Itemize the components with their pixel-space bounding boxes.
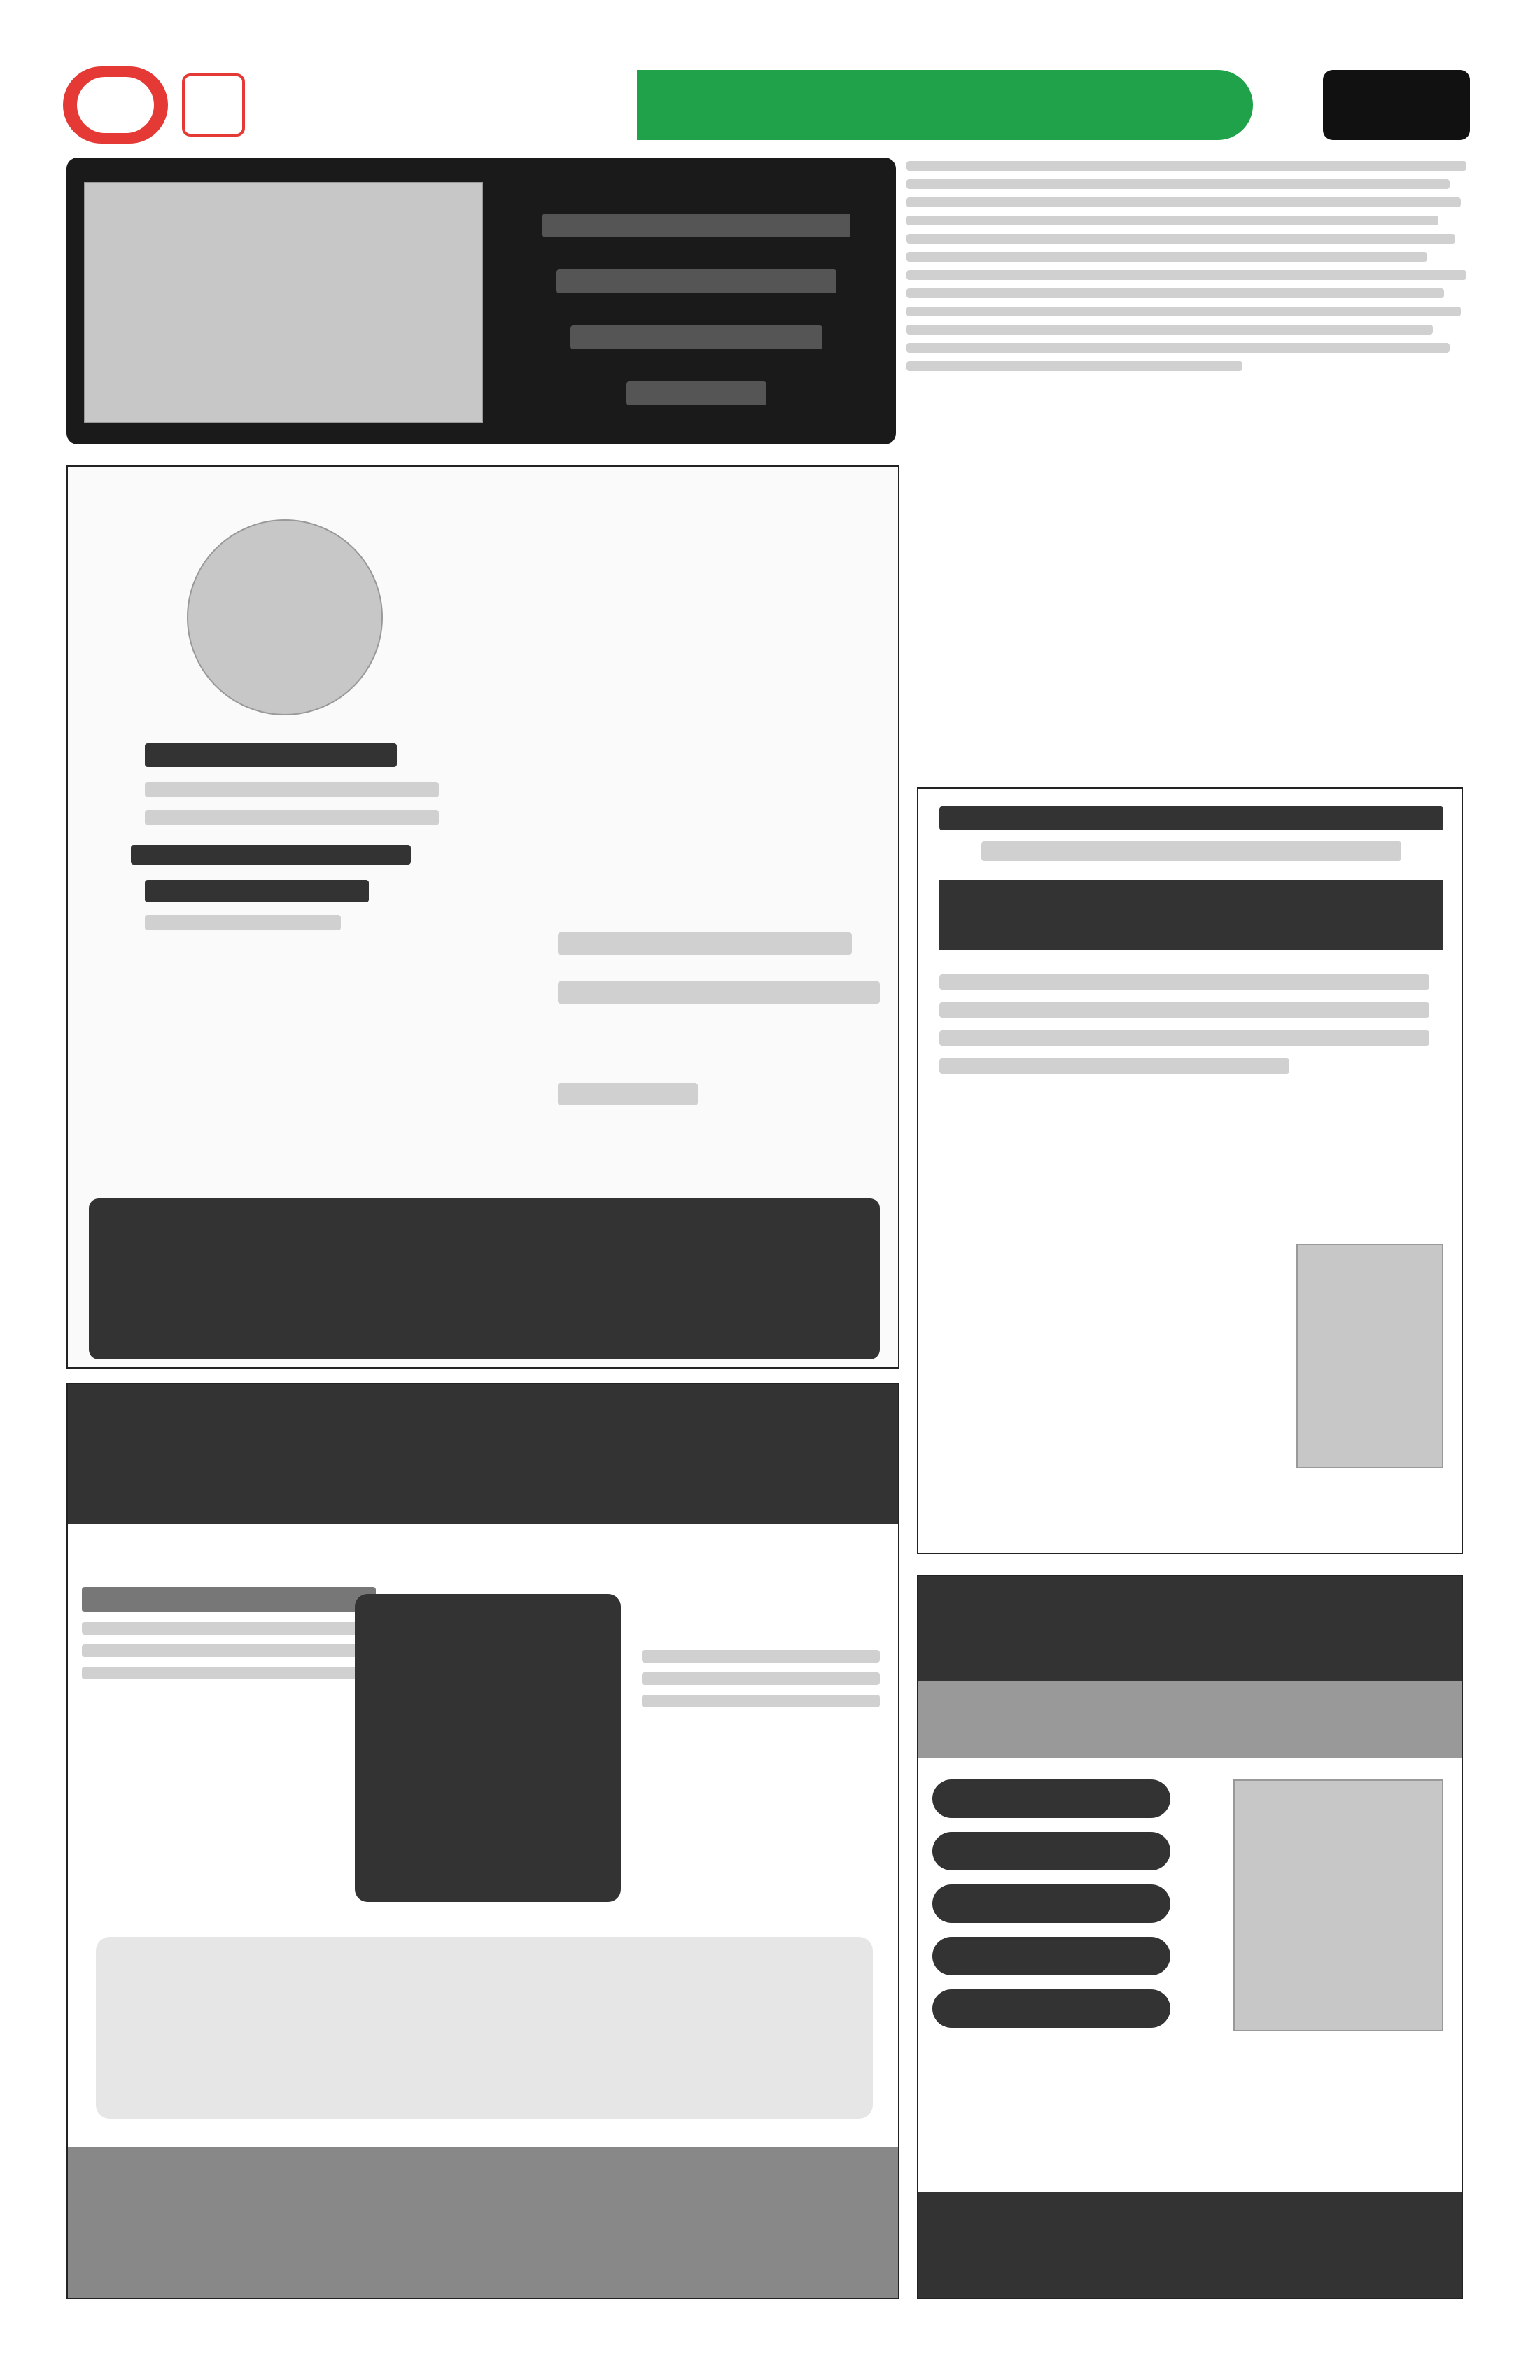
cpa-advertisement: [66, 465, 899, 1368]
advertiser-photo: [187, 519, 383, 715]
news-article-text: [906, 161, 1466, 777]
page-number: [77, 77, 154, 133]
tax-immigration-advertisement: [917, 1575, 1463, 2300]
section-title: [637, 70, 1253, 140]
page-number-badge: [63, 66, 168, 144]
masthead: [63, 66, 1477, 144]
accounting-service-advertisement: [917, 788, 1463, 1554]
news-headline-box: [66, 158, 896, 444]
sns-accounting-advertisement: [66, 1382, 899, 2300]
newspaper-logo-icon: [182, 74, 245, 136]
news-photo: [84, 182, 483, 424]
brand-logo: [1323, 70, 1470, 140]
